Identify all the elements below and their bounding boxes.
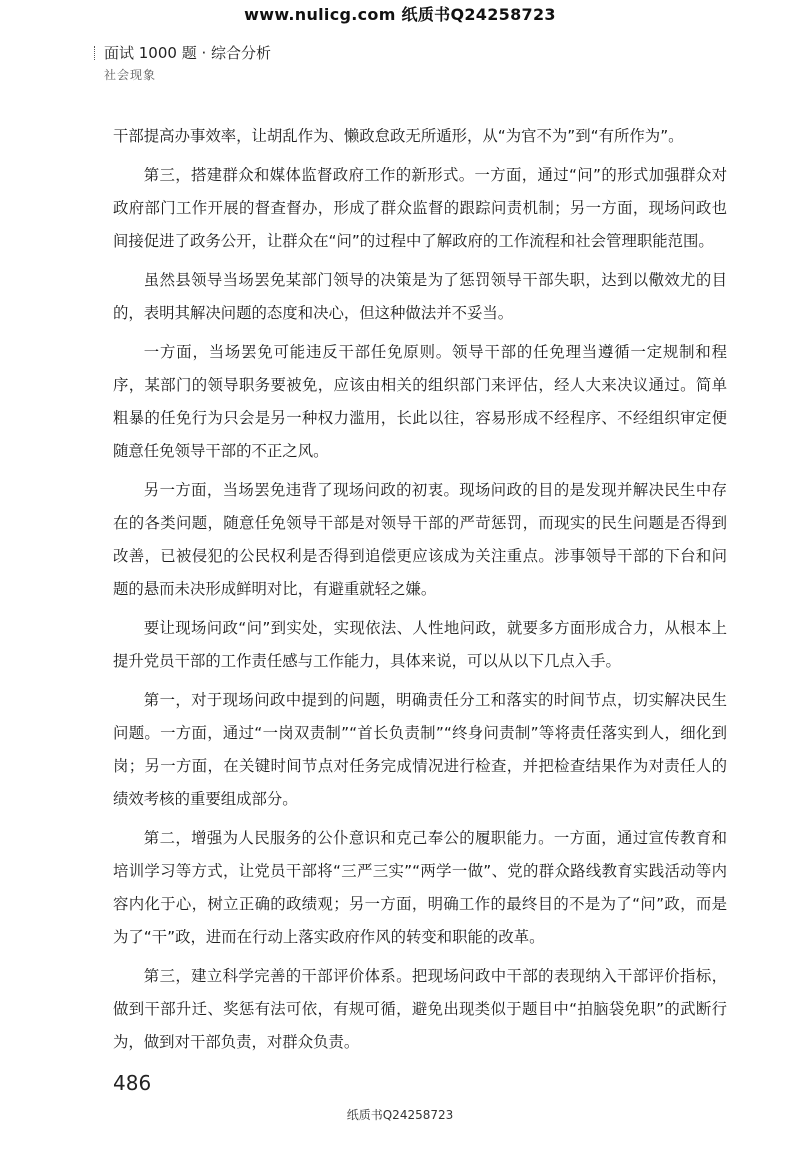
paragraph: 第一，对于现场问政中提到的问题，明确责任分工和落实的时间节点，切实解决民生问题。一方面，通过“一岗双责制”“首长负责制”“终身问责制”等将责任落实到人，细化到岗；另一方面，在关键时间节点对任务完成情况进行检查，并把检查结果作为对责任人的绩效考核的重要组成部分。 bbox=[113, 691, 727, 808]
paragraph: 另一方面，当场罢免违背了现场问政的初衷。现场问政的目的是发现并解决民生中存在的各类问题，随意任免领导干部是对领导干部的严苛惩罚，而现实的民生问题是否得到改善，已被侵犯的公民权利是否得到追偿更应该成为关注重点。涉事领导干部的下台和问题的悬而未决形成鲜明对比，有避重就轻之嫌。 bbox=[113, 481, 727, 598]
book-title: 面试 1000 题 · 综合分析 bbox=[104, 44, 272, 62]
paragraph: 虽然县领导当场罢免某部门领导的决策是为了惩罚领导干部失职，达到以儆效尤的目的，表明其解决问题的态度和决心，但这种做法并不妥当。 bbox=[113, 271, 727, 322]
paragraph: 第三，搭建群众和媒体监督政府工作的新形式。一方面，通过“问”的形式加强群众对政府部门工作开展的督查督办，形成了群众监督的跟踪问责机制；另一方面，现场问政也间接促进了政务公开，让群众在“问”的过程中了解政府的工作流程和社会管理职能范围。 bbox=[113, 166, 727, 250]
book-header bbox=[104, 42, 271, 63]
paragraph: 第三，建立科学完善的干部评价体系。把现场问政中干部的表现纳入干部评价指标，做到干部升迁、奖惩有法可依，有规可循，避免出现类似于题目中“拍脑袋免职”的武断行为，做到对干部负责，对群众负责。 bbox=[113, 967, 727, 1051]
watermark-top: www.nulicg.com 纸质书Q24258723 bbox=[244, 5, 556, 24]
page-body bbox=[113, 120, 727, 1065]
watermark-bottom: 纸质书Q24258723 bbox=[346, 1108, 454, 1122]
paragraph: 第二，增强为人民服务的公仆意识和克己奉公的履职能力。一方面，通过宣传教育和培训学习等方式，让党员干部将“三严三实”“两学一做”、党的群众路线教育实践活动等内容内化于心，树立正确的政绩观；另一方面，明确工作的最终目的不是为了“问”政，而是为了“干”政，进而在行动上落实政府作风的转变和职能的改革。 bbox=[113, 829, 727, 946]
paragraph: 要让现场问政“问”到实处，实现依法、人性地问政，就要多方面形成合力，从根本上提升党员干部的工作责任感与工作能力，具体来说，可以从以下几点入手。 bbox=[113, 619, 727, 670]
header-marker bbox=[94, 46, 97, 60]
section-title: 社会现象 bbox=[104, 68, 157, 82]
page-number: 486 bbox=[113, 1071, 152, 1095]
paragraph: 干部提高办事效率，让胡乱作为、懒政怠政无所遁形，从“为官不为”到“有所作为”。 bbox=[113, 127, 684, 145]
paragraph: 一方面，当场罢免可能违反干部任免原则。领导干部的任免理当遵循一定规制和程序，某部门的领导职务要被免，应该由相关的组织部门来评估，经人大来决议通过。简单粗暴的任免行为只会是另一种权力滥用，长此以往，容易形成不经程序、不经组织审定便随意任免领导干部的不正之风。 bbox=[113, 343, 727, 460]
